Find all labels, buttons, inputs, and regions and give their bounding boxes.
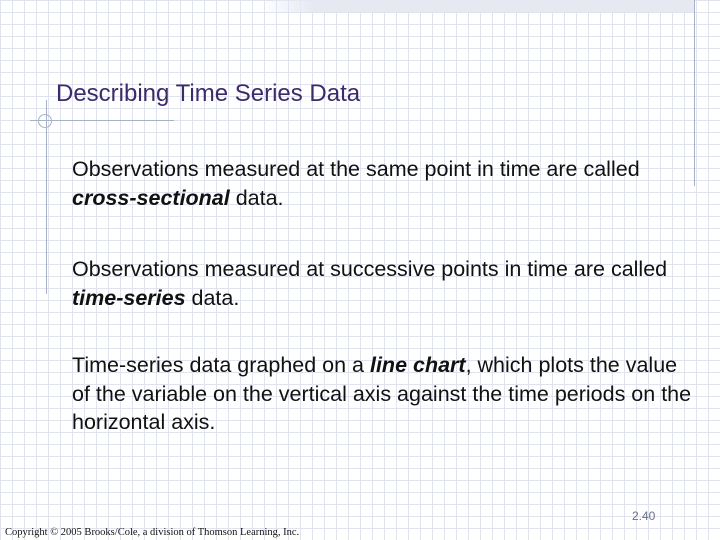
paragraph-text: Observations measured at the same point in time are called <box>72 157 640 181</box>
copyright-notice: Copyright © 2005 Brooks/Cole, a division of Thomson Learning, Inc. <box>5 527 300 538</box>
page-number: 2.40 <box>632 509 656 523</box>
paragraph-time-series <box>72 255 692 312</box>
term-line-chart: line chart <box>369 353 466 377</box>
vertical-accent-rule <box>46 100 47 294</box>
paragraph-text: Time-series data graphed on a <box>72 353 370 377</box>
paragraph-line-chart <box>72 351 692 437</box>
paragraph-text: data. <box>185 285 240 310</box>
paragraph-text: , which plots the value of the variable on the vertical axis against the time periods on the horizontal axis. <box>72 353 692 434</box>
crosshair-icon <box>38 114 52 128</box>
paragraph-text: Observations measured at successive points in time are called <box>72 257 668 281</box>
top-decorative-band <box>262 0 694 12</box>
paragraph-cross-sectional <box>72 155 692 212</box>
slide-title: Describing Time Series Data <box>56 80 361 107</box>
term-cross-sectional: cross-sectional <box>72 185 230 210</box>
right-decorative-rule <box>694 0 695 186</box>
paragraph-text: data. <box>229 185 284 210</box>
term-time-series: time-series <box>72 285 186 310</box>
